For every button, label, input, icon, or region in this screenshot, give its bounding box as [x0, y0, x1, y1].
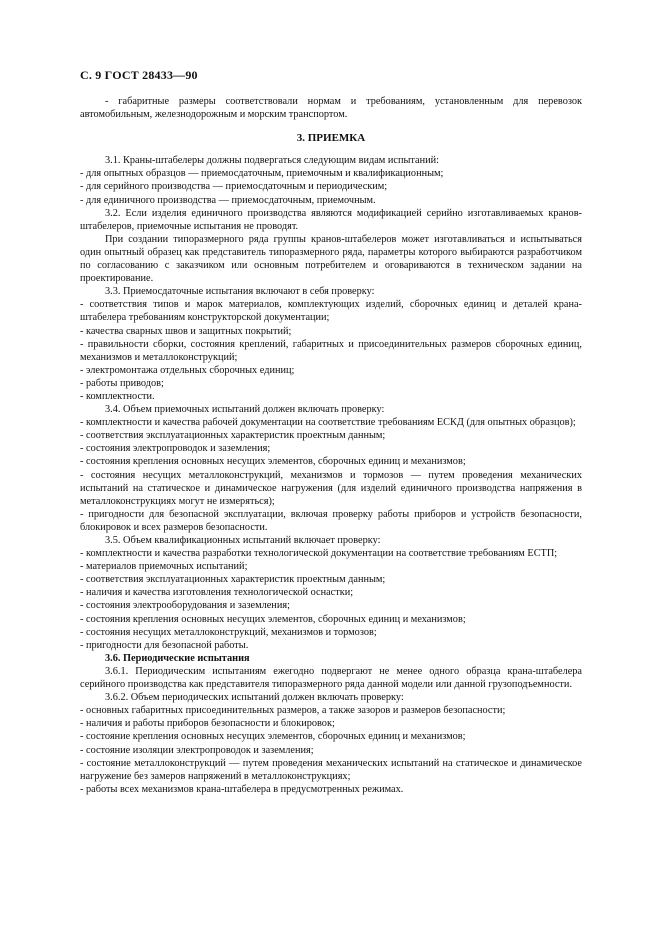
- list-item: - состояния электрооборудования и заземления;: [80, 600, 290, 612]
- list-item: - состояния крепления основных несущих элементов, сборочных единиц и механизмов;: [80, 613, 466, 625]
- list-item: - пригодности для безопасной работы.: [80, 639, 249, 651]
- document-body: [80, 95, 582, 796]
- paragraph: При создании типоразмерного ряда группы кранов-штабелеров может изготавливаться и испытываться один опытный образец как представитель типоразмерного ряда, параметры которого выбираются разработчиком по согласованию с заказчиком или основным потребителем и оговариваются в техническом задании на проектирование.: [80, 233, 582, 285]
- list-item: - соответствия эксплуатационных характеристик проектным данным;: [80, 574, 386, 586]
- paragraph: 3.4. Объем приемочных испытаний должен включать проверку:: [105, 404, 385, 416]
- list-item: - состояния несущих металлоконструкций, механизмов и тормозов;: [80, 626, 377, 638]
- list-item: - соответствия эксплуатационных характеристик проектным данным;: [80, 430, 386, 442]
- list-item: - состояние металлоконструкций — путем проведения механических испытаний на статическое и динамическое нагружение без замеров напряжений в металлоконструкциях;: [80, 757, 582, 782]
- list-item: - основных габаритных присоединительных размеров, а также зазоров и размеров безопасности;: [80, 705, 506, 717]
- list-item: - комплектности и качества рабочей документации на соответствие требованиям ЕСКД (для опытных образцов);: [80, 417, 576, 429]
- paragraph: 3.5. Объем квалификационных испытаний включает проверку:: [105, 535, 381, 546]
- list-item: - соответствия типов и марок материалов, комплектующих изделий, сборочных единиц и деталей крана-штабелера требованиям конструкторской документации;: [80, 299, 582, 324]
- list-item: - состояния несущих металлоконструкций, механизмов и тормозов — путем проведения механических испытаний на статическое и динамическое нагружения (для изделий единичного производства напряжения в металлоконструкциях могут не измеряться);: [80, 469, 582, 507]
- list-item: - работы приводов;: [80, 377, 164, 389]
- paragraph: 3.6.2. Объем периодических испытаний должен включать проверку:: [105, 692, 404, 704]
- paragraph: 3.3. Приемосдаточные испытания включают в себя проверку:: [105, 286, 375, 298]
- list-item: - состояния электропроводок и заземления;: [80, 443, 271, 455]
- page-header: С. 9 ГОСТ 28433—90: [80, 68, 198, 82]
- list-item: - наличия и работы приборов безопасности и блокировок;: [80, 718, 335, 730]
- list-item: - материалов приемочных испытаний;: [80, 561, 248, 573]
- list-item: - правильности сборки, состояния креплений, габаритных и присоединительных размеров сборочных единиц, механизмов и металлоконструкций;: [80, 338, 582, 363]
- paragraph: - габаритные размеры соответствовали нормам и требованиям, установленным для перевозок автомобильным, железнодорожным и морским транспортом.: [80, 96, 582, 121]
- list-item: - электромонтажа отдельных сборочных единиц;: [80, 364, 295, 376]
- list-item: - для опытных образцов — приемосдаточным, приемочным и квалификационным;: [80, 168, 444, 180]
- list-item: - состояния крепления основных несущих элементов, сборочных единиц и механизмов;: [80, 456, 466, 468]
- list-item: - наличия и качества изготовления технологической оснастки;: [80, 587, 354, 599]
- list-item: - для единичного производства — приемосдаточным, приемочным.: [80, 194, 376, 206]
- list-item: - пригодности для безопасной эксплуатации, включая проверку работы приборов и устройств безопасности, блокировок и всех размеров безопасности.: [80, 508, 582, 533]
- list-item: - для серийного производства — приемосдаточным и периодическим;: [80, 181, 388, 193]
- paragraph: 3.6.1. Периодическим испытаниям ежегодно подвергают не менее одного образца крана-штабелера серийного производства как представителя типоразмерного ряда данной модели или данной грузоподъемности.: [80, 665, 582, 691]
- list-item: - состояние крепления основных несущих элементов, сборочных единиц и механизмов;: [80, 731, 466, 743]
- paragraph: 3.2. Если изделия единичного производства являются модификацией серийно изготавливаемых кранов-штабелеров, приемочные испытания не проводят.: [80, 207, 582, 232]
- list-item: - комплектности.: [80, 390, 155, 402]
- list-item: - работы всех механизмов крана-штабелера в предусмотренных режимах.: [80, 783, 404, 795]
- list-item: - комплектности и качества разработки технологической документации на соответствие требованиям ЕСТП;: [80, 548, 558, 560]
- paragraph: 3.1. Краны-штабелеры должны подвергаться следующим видам испытаний:: [105, 155, 439, 167]
- subsection-title: 3.6. Периодические испытания: [105, 652, 250, 664]
- list-item: - качества сварных швов и защитных покрытий;: [80, 325, 292, 337]
- list-item: - состояние изоляции электропроводок и заземления;: [80, 744, 314, 756]
- section-title: 3. ПРИЕМКА: [296, 132, 366, 145]
